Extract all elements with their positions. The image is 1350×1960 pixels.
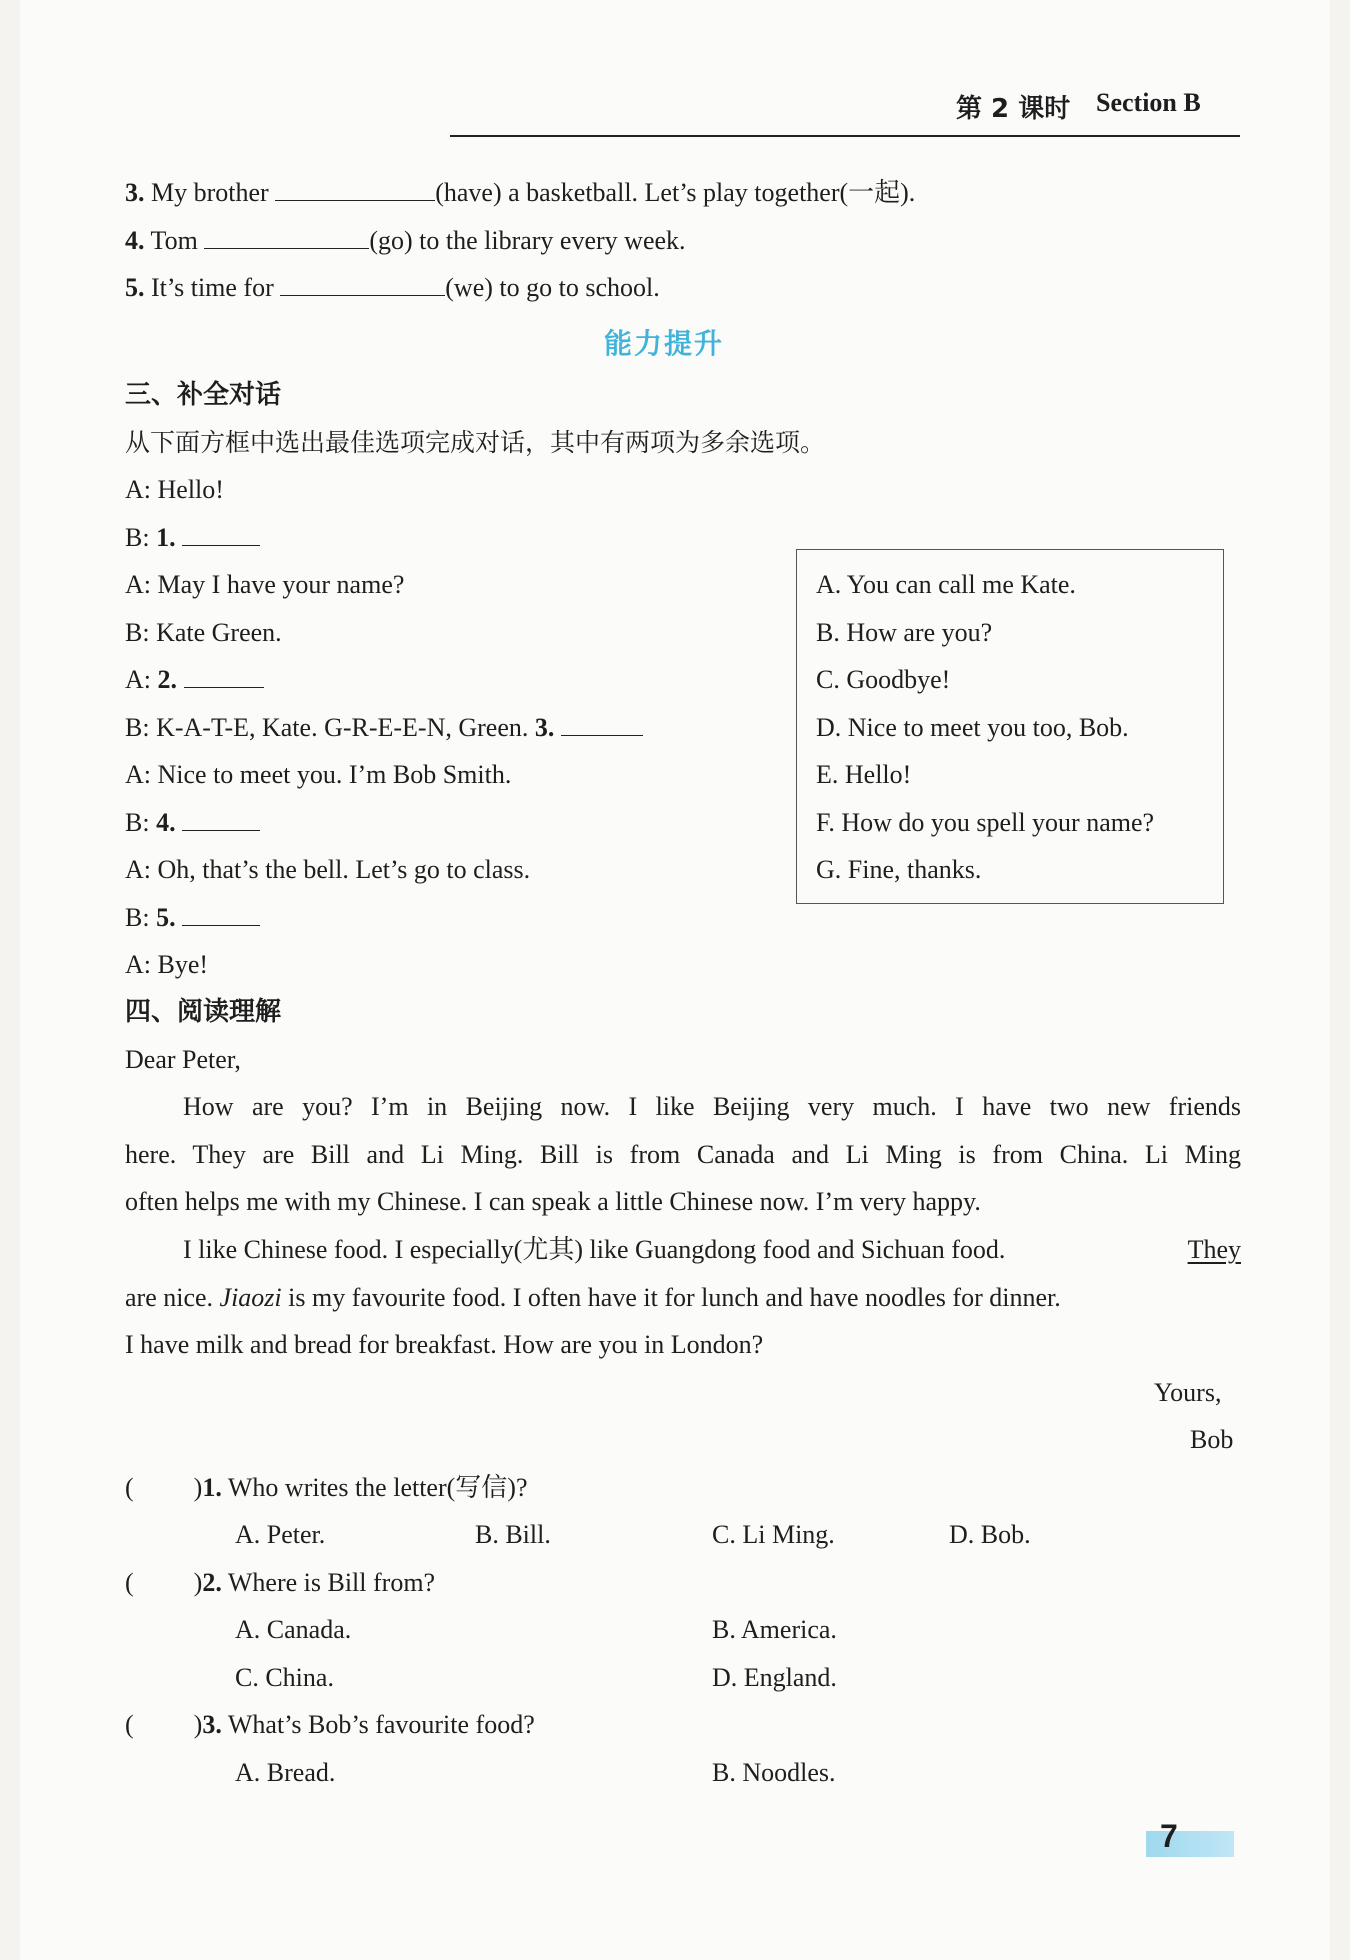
option-item: F. How do you spell your name? <box>816 808 1155 837</box>
dialogue-line <box>125 853 530 887</box>
question-option: C. Li Ming. <box>712 1520 835 1549</box>
speaker: A: <box>125 665 151 694</box>
answer-blank[interactable] <box>280 273 445 296</box>
letter-line <box>125 1281 1061 1315</box>
answer-paren[interactable]: ( <box>125 1710 134 1739</box>
answer-blank[interactable] <box>561 713 643 736</box>
option-item: B. How are you? <box>816 618 993 647</box>
item-text: (have) a basketball. Let’s play together(一起). <box>435 178 916 207</box>
letter-line: I have milk and bread for breakfast. How are you in London? <box>125 1330 764 1359</box>
speaker: A: <box>125 475 151 504</box>
dialogue-line <box>125 663 264 697</box>
header-divider <box>450 135 1240 137</box>
section-banner: 能力提升 <box>604 327 725 360</box>
workbook-page <box>20 0 1330 1960</box>
letter-signature: Bob <box>1190 1425 1234 1454</box>
line-text: I like Chinese food. I especially(尤其) like Guangdong food and Sichuan food. <box>183 1235 1006 1264</box>
answer-paren: ) <box>193 1473 203 1502</box>
letter-line: How are you? I’m in Beijing now. I like Beijing very much. I have two new friends <box>183 1092 1241 1121</box>
item-number: 3. <box>125 178 145 207</box>
blank-number: 1. <box>156 523 176 552</box>
part4-title: 四、阅读理解 <box>125 997 282 1027</box>
line-text: Bye! <box>157 950 209 979</box>
speaker: A: <box>125 570 151 599</box>
letter-line <box>183 1233 1241 1267</box>
item-number: 4. <box>125 226 145 255</box>
line-text: Oh, that’s the bell. Let’s go to class. <box>157 855 531 884</box>
question-option: D. England. <box>712 1663 837 1692</box>
item-text: (go) to the library every week. <box>369 226 686 255</box>
line-text: Kate Green. <box>156 618 282 647</box>
speaker: B: <box>125 903 150 932</box>
blank-number: 3. <box>534 713 555 742</box>
option-item: G. Fine, thanks. <box>816 855 982 884</box>
fill-in-item-3 <box>125 176 915 210</box>
lesson-label: 第 2 课时 <box>956 94 1071 124</box>
question-option: A. Bread. <box>235 1758 336 1787</box>
underlined-word: They <box>1187 1235 1241 1264</box>
dialogue-line <box>125 901 260 935</box>
letter-salutation: Dear Peter, <box>125 1045 241 1074</box>
question-option: B. America. <box>712 1615 837 1644</box>
dialogue-line <box>125 948 208 982</box>
italic-word: Jiaozi <box>219 1283 282 1312</box>
item-text: My brother <box>151 178 269 207</box>
question-option: A. Canada. <box>235 1615 352 1644</box>
dialogue-line <box>125 616 282 650</box>
answer-blank[interactable] <box>182 523 260 546</box>
blank-number: 2. <box>157 665 177 694</box>
question-2 <box>125 1566 435 1600</box>
line-text: K-A-T-E, Kate. G-R-E-E-N, Green. <box>156 713 529 742</box>
dialogue-line <box>125 711 643 745</box>
option-item: E. Hello! <box>816 760 912 789</box>
line-text: is my favourite food. I often have it for lunch and have noodles for dinner. <box>288 1283 1061 1312</box>
answer-blank[interactable] <box>275 178 435 201</box>
dialogue-line <box>125 806 260 840</box>
answer-paren: ) <box>193 1710 203 1739</box>
speaker: B: <box>125 808 150 837</box>
question-number: 1. <box>202 1473 222 1502</box>
letter-closing: Yours, <box>1154 1378 1222 1407</box>
letter-line: often helps me with my Chinese. I can speak a little Chinese now. I’m very happy. <box>125 1187 981 1216</box>
dialogue-line <box>125 568 404 602</box>
speaker: A: <box>125 855 151 884</box>
question-text: Where is Bill from? <box>227 1568 436 1597</box>
question-number: 3. <box>202 1710 222 1739</box>
item-number: 5. <box>125 273 145 302</box>
question-1 <box>125 1471 528 1505</box>
dialogue-line <box>125 521 260 555</box>
option-item: C. Goodbye! <box>816 665 951 694</box>
dialogue-line <box>125 473 224 507</box>
question-text: Who writes the letter(写信)? <box>227 1473 528 1502</box>
fill-in-item-4 <box>125 224 686 258</box>
line-text: Nice to meet you. I’m Bob Smith. <box>157 760 512 789</box>
line-text: May I have your name? <box>157 570 405 599</box>
answer-blank[interactable] <box>182 903 260 926</box>
item-text: It’s time for <box>151 273 274 302</box>
question-option: C. China. <box>235 1663 334 1692</box>
blank-number: 5. <box>156 903 176 932</box>
line-text: Hello! <box>157 475 224 504</box>
answer-blank[interactable] <box>184 665 264 688</box>
line-text: are nice. <box>125 1283 214 1312</box>
question-text: What’s Bob’s favourite food? <box>227 1710 535 1739</box>
question-number: 2. <box>202 1568 222 1597</box>
part3-instruction: 从下面方框中选出最佳选项完成对话，其中有两项为多余选项。 <box>125 428 826 457</box>
question-3 <box>125 1708 535 1742</box>
fill-in-item-5 <box>125 271 660 305</box>
blank-number: 4. <box>156 808 176 837</box>
answer-paren[interactable]: ( <box>125 1473 134 1502</box>
question-option: A. Peter. <box>235 1520 326 1549</box>
speaker: B: <box>125 618 150 647</box>
speaker: B: <box>125 713 150 742</box>
speaker: B: <box>125 523 150 552</box>
question-option: B. Bill. <box>475 1520 551 1549</box>
item-text: Tom <box>150 226 198 255</box>
section-label: Section B <box>1096 88 1201 117</box>
page-number: 7 <box>1160 1818 1178 1854</box>
letter-line: here. They are Bill and Li Ming. Bill is from Canada and Li Ming is from China. Li Ming <box>125 1140 1241 1169</box>
question-option: D. Bob. <box>949 1520 1031 1549</box>
answer-blank[interactable] <box>204 226 369 249</box>
dialogue-line <box>125 758 511 792</box>
question-option: B. Noodles. <box>712 1758 836 1787</box>
answer-blank[interactable] <box>182 808 260 831</box>
part3-title: 三、补全对话 <box>125 380 282 410</box>
answer-paren: ) <box>193 1568 203 1597</box>
option-item: A. You can call me Kate. <box>816 570 1076 599</box>
answer-paren[interactable]: ( <box>125 1568 134 1597</box>
item-text: (we) to go to school. <box>445 273 660 302</box>
option-item: D. Nice to meet you too, Bob. <box>816 713 1129 742</box>
speaker: A: <box>125 950 151 979</box>
speaker: A: <box>125 760 151 789</box>
